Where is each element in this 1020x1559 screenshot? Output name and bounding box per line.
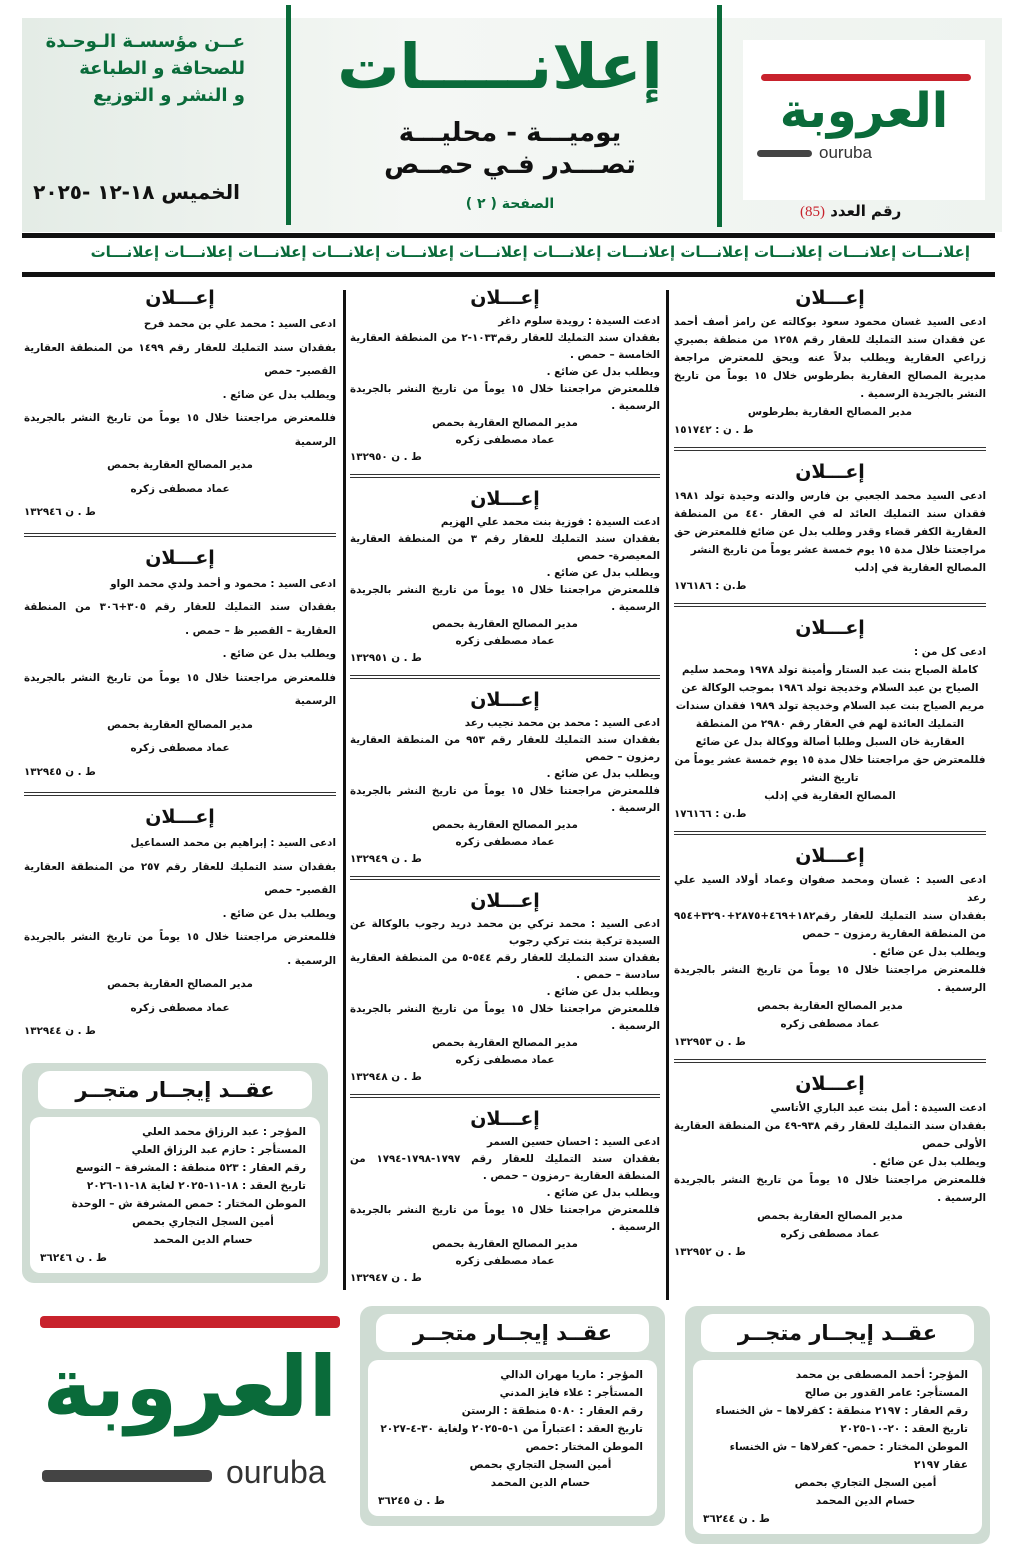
- ad-title: إعـــلان: [145, 287, 215, 309]
- ad-title: إعـــلان: [795, 845, 865, 867]
- ad-signature: عماد مصطفى زكره: [780, 1228, 880, 1240]
- ad-title: إعـــلان: [795, 1073, 865, 1095]
- ad-signature: مدير المصالح العقارية بطرطوس: [747, 406, 913, 418]
- rental-title: عقــد إيجــار متجــر: [701, 1314, 974, 1352]
- ad-text: فللمعترض مراجعتنا خلال ١٥ يوماً من تاريخ النشر بالجريدة الرسمية: [24, 412, 336, 448]
- ad-text: بفقدان سند التمليك للعقار رقم ١٧٩٧-١٧٩٨-١٧٩٤ من المنطقة العقارية –رمزون – حمص .: [350, 1153, 661, 1182]
- rental-line: الموطن المختار :حمص: [525, 1441, 643, 1453]
- ad-text: ويطلب بدل عن ضائع .: [546, 366, 660, 378]
- ad-reference: ط . ن ١٣٢٩٤٥: [24, 765, 96, 778]
- page-number: الصفحة ( ٢ ): [465, 196, 555, 212]
- rental-line: رقم العقار : ٢١٩٧ منطقة : كفرلاها – ش الخنساء: [715, 1405, 968, 1417]
- rental-body: [30, 1117, 320, 1273]
- ad-text: المصالح العقارية في إدلب: [764, 790, 896, 802]
- ad-text: ويطلب بدل عن ضائع .: [546, 567, 660, 579]
- page-title: إعلانـــــات: [337, 30, 663, 103]
- ad-text: فللمعترض مراجعتنا خلال ١٥ يوماً من تاريخ النشر بالجريدة الرسمية: [24, 671, 336, 707]
- newspaper-logo: العروبة ouruba: [743, 40, 985, 200]
- ad-text: بفقدان سند التمليك للعقار رقم ٢٥٧ من المنطقة العقارية القصير- حمص: [24, 860, 337, 896]
- ad-reference: ط.ن : ١٧٦١٨٦: [674, 580, 747, 592]
- rental-line: المؤجر: أحمد المصطفى بن محمد: [795, 1369, 968, 1381]
- ad-signature: عماد مصطفى زكره: [455, 1054, 555, 1066]
- ad-reference: ط . ن ١٣٢٩٤٤: [24, 1025, 96, 1037]
- ad-separator: [350, 876, 660, 880]
- ad-text: ويطلب بدل عن ضائع .: [222, 907, 336, 920]
- ad-signature: مدير المصالح العقارية بحمص: [757, 1000, 903, 1012]
- rental-line: تاريخ العقد : اعتباراً من ١-٥-٢٠٢٥ ولغاية ٣٠-٤-٢٠٢٧: [380, 1423, 643, 1435]
- ad-notice: [346, 486, 664, 667]
- ad-text: بفقدان سند التمليك للعقار رقم١٨٢+٤٦٩+٢٨٧٥+٣٢٩٠+٩٥٤ من المنطقة العقارية رمزون – حمص: [674, 910, 986, 940]
- rental-notice: [685, 1306, 990, 1544]
- column-right: [670, 285, 990, 1261]
- ad-signature: مدير المصالح العقارية بحمص: [757, 1210, 903, 1222]
- ad-text: ادعى كل من :: [914, 646, 986, 658]
- ad-text: فللمعترض مراجعتنا خلال ١٥ يوماً من تاريخ النشر بالجريدة الرسمية .: [350, 383, 660, 412]
- ad-signature: عماد مصطفى زكره: [130, 482, 230, 495]
- ad-text: ادعت السيدة : فوزية بنت محمد علي الهزيم: [440, 516, 660, 528]
- rental-reference: ط . ن ٣٦٢٤٤: [703, 1513, 770, 1525]
- ad-reference: ط.ن : ١٧٦١٦٦: [674, 808, 747, 820]
- ad-text: فللمعترض مراجعتنا خلال ١٥ يوماً من تاريخ النشر بالجريدة الرسمية .: [350, 785, 660, 814]
- ad-notice: [670, 843, 990, 1051]
- ad-separator: [350, 675, 660, 679]
- ad-signature: عماد مصطفى زكره: [780, 1018, 880, 1030]
- ad-reference: ط . ن ١٣٢٩٤٦: [24, 506, 96, 518]
- rental-notice: [22, 1063, 328, 1283]
- ad-text: ادعى السيد : محمد علي بن محمد فرح: [143, 318, 336, 330]
- rental-reference: ط . ن ٣٦٢٤٦: [40, 1252, 107, 1264]
- ad-text: بفقدان سند التمليك للعقار رقم١٠٣٣-٢ من المنطقة العقارية الخامسة – حمص .: [350, 332, 661, 361]
- issue-date: الخميس ١٨-١٢ -٢٠٢٥: [33, 180, 240, 204]
- ad-notice: [670, 459, 990, 595]
- ad-signature: مدير المصالح العقارية بحمص: [107, 459, 253, 471]
- ad-text: ويطلب بدل عن ضائع .: [222, 388, 336, 401]
- ad-signature: مدير المصالح العقارية بحمص: [432, 618, 578, 630]
- rental-line: المؤجر : عبد الرزاق محمد العلي: [142, 1126, 306, 1138]
- footer-logo: العروبة ouruba: [30, 1310, 350, 1510]
- ad-notice: [346, 285, 664, 466]
- rental-line: الموطن المختار : حمص المشرفة ش – الوحدة: [71, 1198, 306, 1210]
- header-divider: [286, 5, 291, 225]
- ad-text: بفقدان سند التمليك للعقار رقم ٣ من المنطقة العقارية المعيصرة- حمص: [350, 533, 661, 562]
- ad-signature: عماد مصطفى زكره: [130, 742, 230, 754]
- ad-text: ادعى السيد : محمد تركي بن محمد دريد رجوب بالوكالة عن السيدة تركية بنت تركي رجوب: [350, 918, 660, 947]
- ad-notice: [670, 1071, 990, 1261]
- ad-reference: ط . ن ١٣٢٩٤٩: [350, 853, 422, 865]
- rental-line: المستأجر: عامر القدور بن صالح: [804, 1387, 968, 1399]
- column-left: [20, 285, 340, 1044]
- ad-reference: ط . ن ١٣٢٩٥١: [350, 652, 422, 664]
- rental-body: [368, 1360, 657, 1516]
- ad-separator: [350, 1094, 660, 1098]
- rental-title: عقــد إيجــار متجــر: [376, 1314, 649, 1352]
- ad-separator: [24, 533, 336, 537]
- ad-title: إعـــلان: [470, 689, 540, 711]
- ad-separator: [674, 447, 986, 451]
- ad-text: ادعى السيد : احسان حسين السمر: [487, 1136, 660, 1148]
- ad-text: ويطلب بدل عن ضائع .: [546, 1187, 660, 1199]
- ad-notice: [346, 687, 664, 868]
- ad-text: ادعى السيد : غسان ومحمد صفوان وعماد أولاد السيد علي رعد: [674, 874, 986, 904]
- ad-reference: ط . ن : ١٥١٧٤٢: [674, 424, 754, 436]
- rental-line: المؤجر : ماريا مهران الدالي: [500, 1369, 643, 1381]
- ad-text: ادعى السيد غسان محمود سعود بوكالته عن رامز أصف أحمد عن فقدان سند التمليك للعقار رقم ١٢٥٨ من منطقة بصيري زراعي العقارية ويطلب بدلاً عنه ويحق للمعترض مراجعة مديرية المصالح العقارية بطرطوس خلال ١٥ يوماً من تاريخ النشر بالجريدة الرسمية .: [674, 316, 986, 400]
- ad-text: فللمعترض مراجعتنا خلال ١٥ يوماً من تاريخ النشر بالجريدة الرسمية .: [350, 1003, 660, 1032]
- ad-reference: ط . ن ١٣٢٩٥٠: [350, 451, 422, 463]
- divider: [22, 233, 995, 238]
- ad-text: فللمعترض مراجعتنا خلال ١٥ يوماً من تاريخ النشر بالجريدة الرسمية .: [350, 584, 660, 613]
- ad-signature: عماد مصطفى زكره: [455, 1255, 555, 1267]
- ad-title: إعـــلان: [795, 617, 865, 639]
- ad-text: بفقدان سند التمليك للعقار رقم ٩٥٣ من المنطقة العقارية رمزون – حمص: [350, 734, 661, 763]
- ad-text: فللمعترض مراجعتنا خلال ١٥ يوماً من تاريخ النشر بالجريدة الرسمية .: [674, 964, 986, 994]
- rental-signature: أمين السجل التجاري بحمص: [469, 1459, 612, 1471]
- rental-line: رقم العقار : ٥٢٣ منطقة : المشرفة – التوسع: [75, 1162, 306, 1174]
- ad-text: بفقدان سند التمليك للعقار رقم ١٤٩٩ من المنطقة العقارية القصير- حمص: [24, 341, 337, 377]
- rental-signature: أمين السجل التجاري بحمص: [794, 1477, 937, 1489]
- rental-line: تاريخ العقد : ٢٠-١٠-٢٠٢٥: [840, 1423, 968, 1435]
- ad-signature: عماد مصطفى زكره: [455, 635, 555, 647]
- rental-line: المستأجر : علاء فايز المدني: [499, 1387, 643, 1399]
- ad-signature: عماد مصطفى زكره: [455, 836, 555, 848]
- ad-reference: ط . ن ١٣٢٩٥٣: [674, 1036, 746, 1048]
- header-divider: [717, 5, 722, 227]
- rental-line: تاريخ العقد : ١٨-١١-٢٠٢٥ لغاية ١٨-١١-٢٠٢٦: [86, 1180, 306, 1192]
- ad-notice: [20, 804, 340, 1044]
- ad-title: إعـــلان: [470, 287, 540, 309]
- ad-notice: [346, 888, 664, 1086]
- ad-text: بفقدان سند التمليك للعقار رقم ٥٤٤-٥ من المنطقة العقارية سادسة – حمص .: [350, 952, 661, 981]
- rental-reference: ط . ن ٣٦٢٤٥: [378, 1495, 445, 1507]
- rental-line: الموطن المختار : حمص- كفرلاها – ش الخنساء عقار ٢١٩٧: [729, 1441, 968, 1471]
- divider: [22, 272, 995, 277]
- ad-text: ويطلب بدل عن ضائع .: [222, 648, 336, 660]
- rental-notice: [360, 1306, 665, 1526]
- ad-text: ادعى السيد : محمود و أحمد ولدي محمد الواو: [110, 577, 336, 590]
- ad-separator: [24, 792, 336, 796]
- ad-text: فللمعترض مراجعتنا خلال ١٥ يوماً من تاريخ النشر بالجريدة الرسمية .: [350, 1204, 660, 1233]
- ad-text: ويطلب بدل عن ضائع .: [872, 1156, 986, 1168]
- section-ribbon: إعلانـــات إعلانـــات إعلانـــات إعلانـــات إعلانـــات إعلانـــات إعلانـــات إعلانـــات إعلانـــات إعلانـــات إعلانـــات إعلانـــات: [90, 243, 970, 261]
- ad-separator: [350, 474, 660, 478]
- subtitle: تصـــدر فـي حمــص: [384, 150, 636, 180]
- ad-signature: مدير المصالح العقارية بحمص: [432, 1238, 578, 1250]
- ad-text: كاملة الصياح بنت عبد الستار وأمينة تولد ١٩٧٨ ومحمد سليم الصياح بن عبد السلام وخديجة تولد ١٩٨٦ بموجب الوكالة عن مريم الصياح بنت عبد السلام وخديجة تولد ١٩٨٩ فقدان سندات التمليك العائدة لهم في العقار رقم ٢٩٨٠ من المنطقة العقارية خان السبل وطلبا أصالة ووكالة بدل عن ضائع فللمعترض حق مراجعتنا خلال مدة ١٥ يوم خمسة عشر يوماً من تاريخ النشر: [674, 664, 986, 784]
- ad-text: ادعى السيد : محمد بن محمد نجيب رعد: [464, 717, 660, 729]
- ad-text: بفقدان سند التمليك للعقار رقم ٩٣٨-٤٩ من المنطقة العقارية الأولى حمص: [674, 1120, 987, 1150]
- ad-notice: [346, 1106, 664, 1287]
- ad-title: إعـــلان: [470, 1108, 540, 1130]
- rental-signature: حسام الدين المحمد: [153, 1234, 253, 1246]
- rental-line: المستأجر : حازم عبد الرزاق العلي: [131, 1144, 306, 1156]
- ad-text: فللمعترض مراجعتنا خلال ١٥ يوماً من تاريخ النشر بالجريدة الرسمية .: [674, 1174, 986, 1204]
- ad-signature: مدير المصالح العقارية بحمص: [432, 819, 578, 831]
- ad-notice: [20, 545, 340, 785]
- ad-title: إعـــلان: [795, 461, 865, 483]
- ad-signature: مدير المصالح العقارية بحمص: [107, 718, 253, 731]
- rental-signature: أمين السجل التجاري بحمص: [132, 1216, 274, 1228]
- ad-notice: [670, 615, 990, 823]
- ad-text: ادعت السيدة : أمل بنت عبد الباري الأتاسي: [770, 1102, 986, 1114]
- ad-title: إعـــلان: [145, 806, 215, 828]
- ad-signature: مدير المصالح العقارية بحمص: [107, 978, 253, 990]
- ad-separator: [674, 603, 986, 607]
- ad-reference: ط . ن ١٣٢٩٤٨: [350, 1071, 422, 1083]
- ad-separator: [674, 1059, 986, 1063]
- ad-text: ادعى السيد : إبراهيم بن محمد السماعيل: [130, 837, 336, 849]
- ad-title: إعـــلان: [145, 546, 215, 569]
- ad-notice: [670, 285, 990, 439]
- ad-text: ادعى السيد محمد الجعبي بن فارس والدته وحيدة تولد ١٩٨١ فقدان سند التمليك العائد له في العقار ٤٤٠ من المنطقة العقارية الكفر قضاء وقدر وطلب بدل عن ضائع فللمعترض حق مراجعتنا خلال مدة ١٥ يوم خمسة عشر يوماً من تاريخ النشر: [674, 490, 987, 556]
- ad-text: ويطلب بدل عن ضائع .: [546, 768, 660, 780]
- ad-signature: مدير المصالح العقارية بحمص: [432, 417, 578, 429]
- ad-text: فللمعترض مراجعتنا خلال ١٥ يوماً من تاريخ النشر بالجريدة الرسمية .: [24, 931, 336, 967]
- rental-signature: حسام الدين المحمد: [490, 1477, 591, 1489]
- rental-signature: حسام الدين المحمد: [815, 1495, 916, 1507]
- rental-title: عقــد إيجــار متجــر: [38, 1071, 312, 1109]
- ad-reference: ط . ن ١٣٢٩٤٧: [350, 1272, 422, 1284]
- publisher: عــن مؤسسـة الـوحـدة للصحافة و الطباعة و النشر و التوزيع: [45, 31, 245, 106]
- ad-title: إعـــلان: [470, 890, 540, 912]
- column-middle: [346, 285, 664, 1287]
- ad-signature: مدير المصالح العقارية بحمص: [432, 1037, 578, 1049]
- ad-notice: [20, 285, 340, 525]
- ad-text: ويطلب بدل عن ضائع .: [872, 946, 986, 958]
- rental-body: [693, 1360, 982, 1534]
- ad-title: إعـــلان: [470, 488, 540, 510]
- ad-separator: [674, 831, 986, 835]
- ad-text: ويطلب بدل عن ضائع .: [546, 986, 660, 998]
- column-divider: [666, 290, 669, 1300]
- issue-number: رقم العدد (85): [800, 202, 902, 220]
- ad-reference: ط . ن ١٣٢٩٥٢: [674, 1246, 746, 1258]
- ad-text: ادعت السيدة : رويدة سلوم داغر: [498, 315, 660, 327]
- rental-line: رقم العقار : ٥٠٨٠ منطقة : الرستن: [461, 1405, 643, 1417]
- ad-text: المصالح العقارية في إدلب: [854, 562, 986, 574]
- ad-text: بفقدان سند التمليك للعقار رقم ٣٠٥+٣٠٦ من المنطقة العقارية – القصير ظ – حمص .: [24, 601, 337, 637]
- ad-title: إعـــلان: [795, 287, 865, 309]
- ad-signature: عماد مصطفى زكره: [130, 1001, 230, 1014]
- subtitle: يوميـــة - محليـــة: [398, 118, 622, 148]
- ad-signature: عماد مصطفى زكره: [455, 434, 555, 446]
